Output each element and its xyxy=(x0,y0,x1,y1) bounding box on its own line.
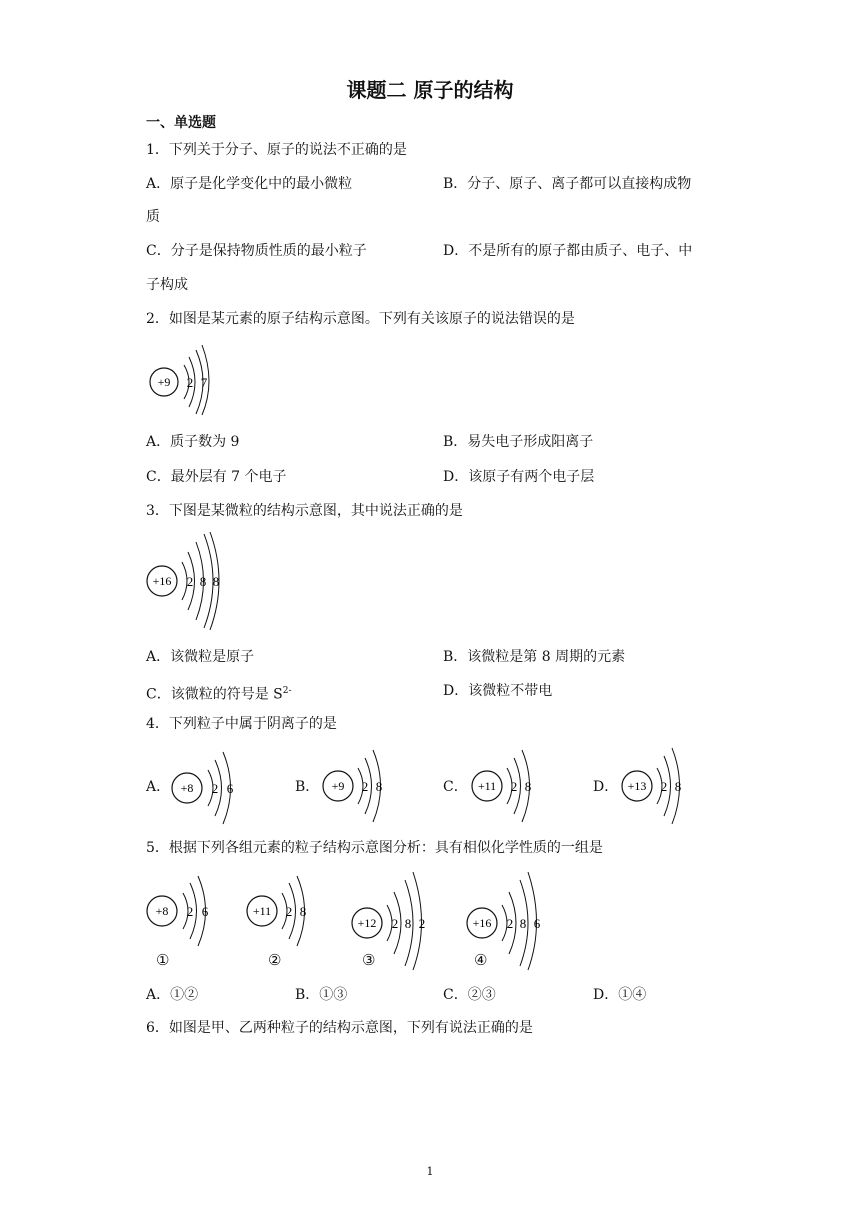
q2-option-c: C．最外层有 7 个电子 xyxy=(146,469,287,485)
q5-option-c: C．②③ xyxy=(443,987,496,1003)
q2-nucleus-label: +9 xyxy=(157,375,171,389)
q5-mark-4: ④ xyxy=(474,951,488,969)
q3-stem: 3．下图是某微粒的结构示意图，其中说法正确的是 xyxy=(146,503,463,519)
q5d3-shell-2: 8 xyxy=(404,916,412,931)
q3-option-c-superscript: 2- xyxy=(282,686,292,696)
q3-shell-2: 8 xyxy=(199,574,207,589)
q5d3-shell-3: 2 xyxy=(418,916,426,931)
q2-shell-2: 7 xyxy=(200,375,208,390)
q5d2-nucleus-label: +11 xyxy=(252,904,272,918)
q5d1-shell-2: 6 xyxy=(201,904,209,919)
q5-stem: 5．根据下列各组元素的粒子结构示意图分析：具有相似化学性质的一组是 xyxy=(146,840,603,856)
q5d2-shell-2: 8 xyxy=(299,904,307,919)
q4-option-d-diagram xyxy=(619,746,699,816)
q4d-shell-2: 8 xyxy=(674,779,682,794)
q5d4-nucleus-label: +16 xyxy=(472,916,492,930)
q4b-nucleus-label: +9 xyxy=(331,779,345,793)
q5-diagram-4 xyxy=(465,872,555,950)
q5-mark-3: ③ xyxy=(362,951,376,969)
q4c-nucleus-label: +11 xyxy=(477,779,497,793)
q2-atom-diagram xyxy=(146,345,226,415)
q4a-shell-2: 6 xyxy=(226,781,234,796)
q1-option-d-cont: 子构成 xyxy=(146,277,188,293)
q4-option-d-label: D． xyxy=(593,779,619,795)
q5d1-nucleus-label: +8 xyxy=(155,904,169,918)
q5d2-shell-1: 2 xyxy=(285,904,293,919)
q5d3-nucleus-label: +12 xyxy=(357,916,377,930)
q4-option-a-diagram xyxy=(170,750,250,820)
q3-shell-1: 2 xyxy=(186,574,194,589)
q4d-nucleus-label: +13 xyxy=(627,779,647,793)
q5d3-shell-1: 2 xyxy=(391,916,399,931)
q1-option-b-cont: 质 xyxy=(146,209,160,225)
q3-atom-diagram xyxy=(146,532,236,630)
q5-option-a: A．①② xyxy=(146,987,199,1003)
q6-stem: 6．如图是甲、乙两种粒子的结构示意图，下列有说法正确的是 xyxy=(146,1020,533,1036)
q5d4-shell-1: 2 xyxy=(506,916,514,931)
q5-diagram-3 xyxy=(350,872,440,950)
q5d4-shell-2: 8 xyxy=(519,916,527,931)
q4a-shell-1: 2 xyxy=(211,781,219,796)
page-title: 课题二 原子的结构 xyxy=(346,78,514,102)
q4b-shell-1: 2 xyxy=(361,779,369,794)
q3-option-d: D．该微粒不带电 xyxy=(443,683,553,699)
q5-diagram-1 xyxy=(146,876,226,946)
q3-option-c-text: C．该微粒的符号是 S xyxy=(146,686,283,703)
q2-stem: 2．如图是某元素的原子结构示意图。下列有关该原子的说法错误的是 xyxy=(146,311,575,327)
q1-option-a: A．原子是化学变化中的最小微粒 xyxy=(146,176,353,192)
q1-option-b: B．分子、原子、离子都可以直接构成物 xyxy=(443,176,692,192)
q1-stem: 1．下列关于分子、原子的说法不正确的是 xyxy=(146,142,407,158)
q5-option-b: B．①③ xyxy=(295,987,348,1003)
q3-nucleus-label: +16 xyxy=(152,574,172,588)
q4-stem: 4．下列粒子中属于阴离子的是 xyxy=(146,716,337,732)
q4-option-b-diagram xyxy=(320,748,400,818)
q4c-shell-2: 8 xyxy=(524,779,532,794)
q4-option-c-label: C． xyxy=(443,779,468,795)
q4a-nucleus-label: +8 xyxy=(180,781,194,795)
q2-option-d: D．该原子有两个电子层 xyxy=(443,469,595,485)
q5-option-d: D．①④ xyxy=(593,987,647,1003)
q1-option-c: C．分子是保持物质性质的最小粒子 xyxy=(146,243,367,259)
q4d-shell-1: 2 xyxy=(660,779,668,794)
q2-shell-1: 2 xyxy=(186,375,194,390)
q5d1-shell-1: 2 xyxy=(186,904,194,919)
q1-option-d: D．不是所有的原子都由质子、电子、中 xyxy=(443,243,693,259)
q5-diagram-2 xyxy=(244,876,324,946)
q2-option-a: A．质子数为 9 xyxy=(146,434,240,450)
q3-option-b: B．该微粒是第 8 周期的元素 xyxy=(443,649,626,665)
q4c-shell-1: 2 xyxy=(510,779,518,794)
page-number: 1 xyxy=(426,1165,434,1178)
q2-option-b: B．易失电子形成阳离子 xyxy=(443,434,594,450)
q4b-shell-2: 8 xyxy=(375,779,383,794)
q3-option-a: A．该微粒是原子 xyxy=(146,649,255,665)
section-heading: 一、单选题 xyxy=(146,115,216,131)
q3-option-c xyxy=(146,681,292,705)
q4-option-c-diagram xyxy=(469,748,549,818)
q5-mark-1: ① xyxy=(156,951,170,969)
q4-option-b-label: B． xyxy=(295,779,320,795)
q5-mark-2: ② xyxy=(268,951,282,969)
q5d4-shell-3: 6 xyxy=(533,916,541,931)
q4-option-a-label: A． xyxy=(146,779,171,795)
q3-shell-3: 8 xyxy=(212,574,220,589)
